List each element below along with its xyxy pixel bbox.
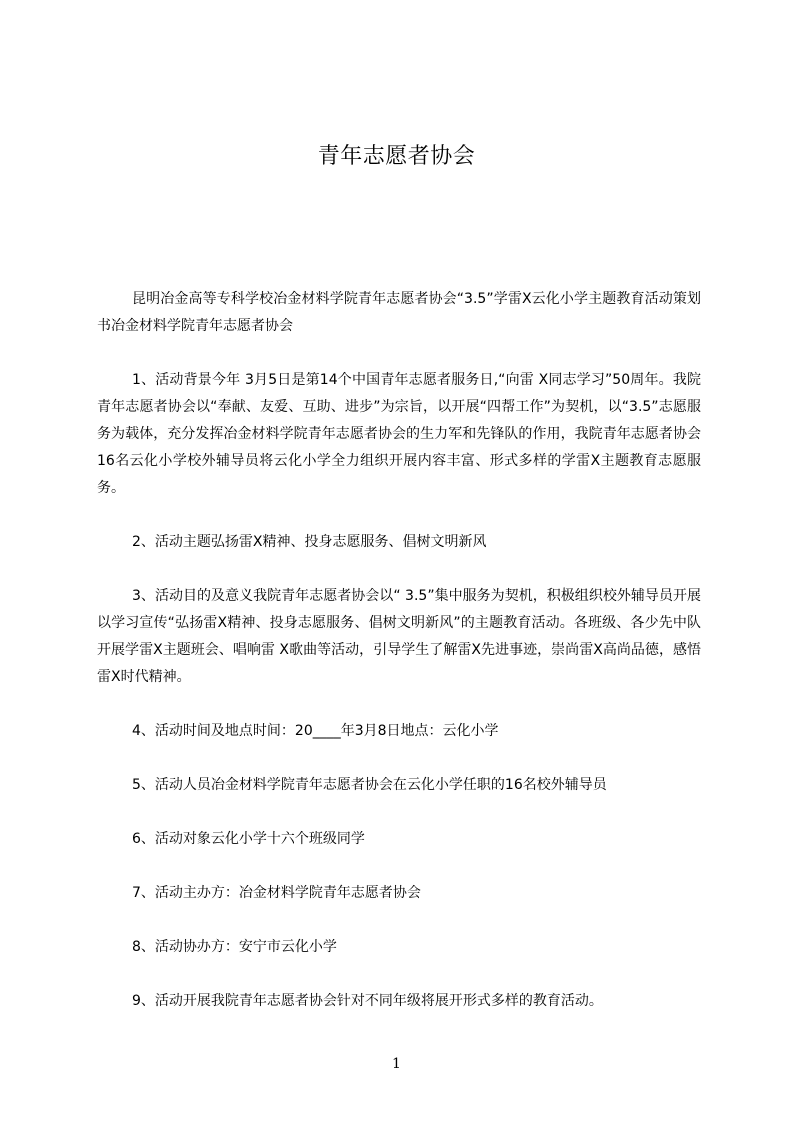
paragraph-time-location: 4、活动时间及地点时间：20____年3月8日地点：云化小学	[132, 723, 499, 739]
paragraph-intro: 昆明冶金高等专科学校冶金材料学院青年志愿者协会“3.5”学雷Ⅹ云化小学主题教育活动策划书冶金材料学院青年志愿者协会	[97, 291, 701, 334]
paragraph-target: 6、活动对象云化小学十六个班级同学	[132, 831, 365, 847]
paragraph-theme: 2、活动主题弘扬雷Ⅹ精神、投身志愿服务、倡树文明新风	[132, 534, 487, 550]
paragraph-background: 1、活动背景今年 3月5日是第14个中国青年志愿者服务日,“向雷 Ⅹ同志学习”50周年。我院青年志愿者协会以“奉献、友爱、互助、进步”为宗旨，以开展“四帮工作”为契机，以“3.5”志愿服务为载体，充分发挥冶金材料学院青年志愿者协会的生力军和先锋队的作用，我院青年志愿者协会16名云化小学校外辅导员将云化小学全力组织开展内容丰富、形式多样的学雷Ⅹ主题教育志愿服务。	[97, 372, 701, 496]
document-body	[97, 286, 701, 1042]
paragraph-organizer: 7、活动主办方：冶金材料学院青年志愿者协会	[132, 885, 421, 901]
paragraph-purpose: 3、活动目的及意义我院青年志愿者协会以“ 3.5”集中服务为契机，积极组织校外辅导员开展以学习宣传“弘扬雷Ⅹ精神、投身志愿服务、倡树文明新风”的主题教育活动。各班级、各少先中队开展学雷Ⅹ主题班会、唱响雷 Ⅹ歌曲等活动，引导学生了解雷Ⅹ先进事迹，崇尚雷Ⅹ高尚品德，感悟雷Ⅹ时代精神。	[97, 588, 701, 685]
paragraph-co-organizer: 8、活动协办方：安宁市云化小学	[132, 939, 337, 955]
page-number: 1	[392, 1056, 401, 1072]
document-title: 青年志愿者协会	[317, 144, 476, 169]
paragraph-personnel: 5、活动人员冶金材料学院青年志愿者协会在云化小学任职的16名校外辅导员	[132, 777, 607, 793]
paragraph-activities: 9、活动开展我院青年志愿者协会针对不同年级将展开形式多样的教育活动。	[132, 993, 603, 1009]
